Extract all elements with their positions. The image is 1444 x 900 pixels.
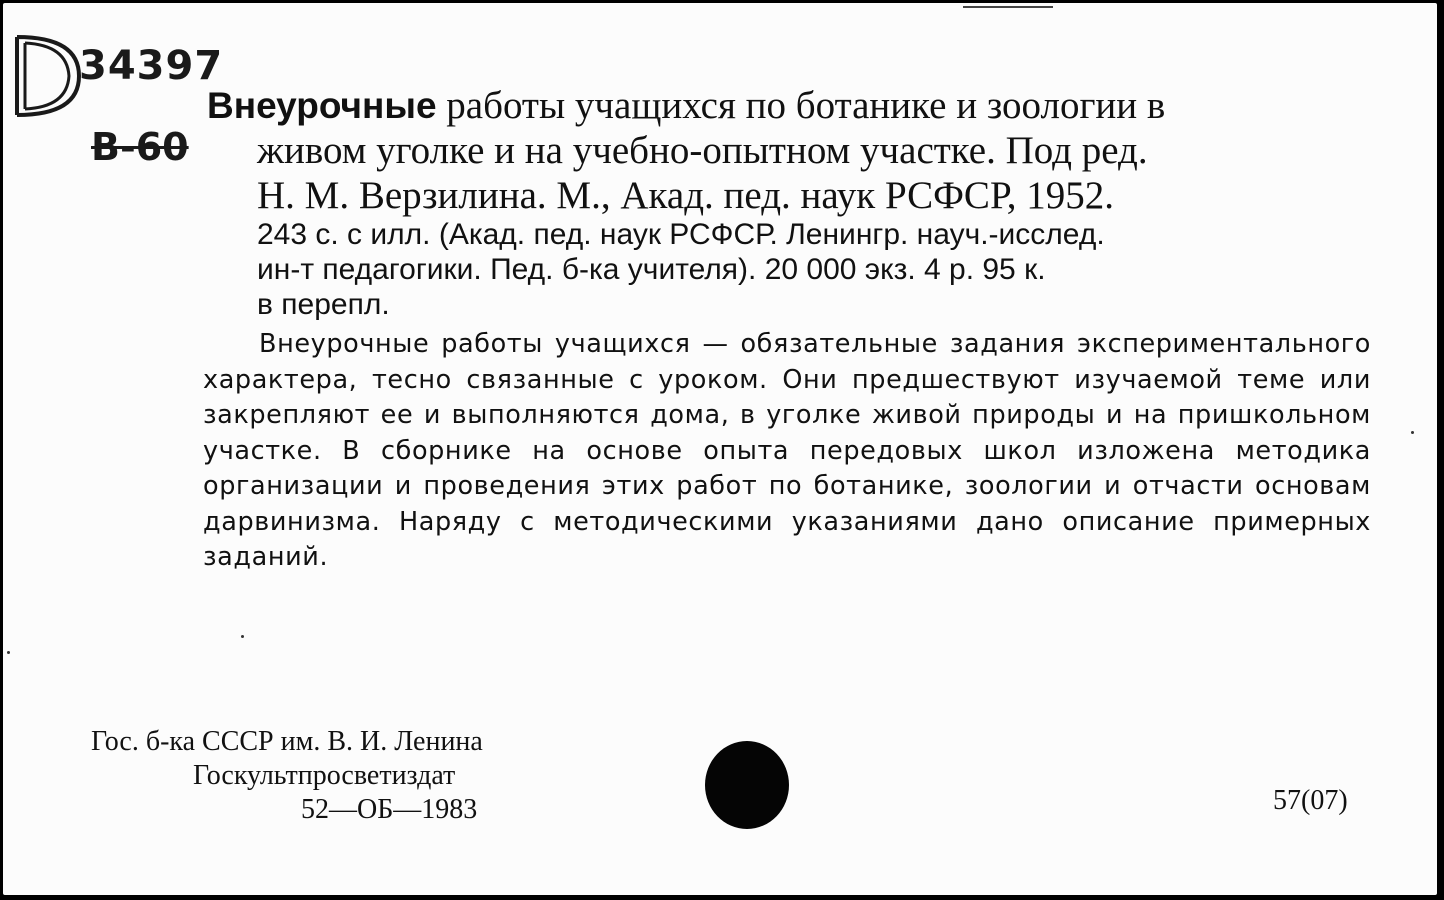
imprint-block bbox=[257, 217, 1369, 322]
shelf-mark bbox=[91, 125, 189, 169]
footer-imprint bbox=[91, 725, 483, 827]
title-continuation bbox=[257, 128, 1369, 218]
annotation-paragraph: Внеурочные работы учащихся — обязательные задания экспериментального характера, тесно связанные с уроком. Они предшествуют изучаемой теме или закрепляют ее и выполняются дома, в уголке живой природы и на пришкольном участке. В сборнике на основе опыта передовых школ изложена методика организации и проведения этих работ по ботанике, зоологии и отчасти основам дарвинизма. Наряду с методическими указаниями дано описание примерных заданий. bbox=[203, 329, 1371, 572]
title-line-1-rest: работы учащихся по ботанике и зоологии в bbox=[436, 84, 1166, 127]
classification-code: 57(07) bbox=[1273, 785, 1348, 816]
call-number: 34397 bbox=[79, 43, 224, 89]
punch-hole bbox=[705, 741, 789, 829]
dust-speck bbox=[1411, 431, 1414, 434]
title-line-1 bbox=[207, 83, 1369, 128]
title-line-2: живом уголке и на учебно-опытном участке. Под ред. bbox=[257, 129, 1148, 172]
imprint-line-2: ин-т педагогики. Пед. б-ка учителя). 20 000 экз. 4 р. 95 к. bbox=[257, 253, 1046, 286]
title-lead-word: Внеурочные bbox=[207, 85, 437, 126]
imprint-line-3: в перепл. bbox=[257, 288, 390, 321]
imprint-line-1: 243 с. с илл. (Акад. пед. наук РСФСР. Ленингр. науч.-исслед. bbox=[257, 218, 1105, 251]
scan-edge-mark bbox=[963, 6, 1053, 8]
shelf-mark-struck: В-60 bbox=[91, 125, 189, 169]
dust-speck bbox=[7, 651, 10, 654]
handwritten-d-letter bbox=[9, 31, 89, 121]
catalog-card bbox=[3, 3, 1437, 895]
footer-code: 52—ОБ—1983 bbox=[301, 794, 478, 825]
footer-publisher: Госкультпросветиздат bbox=[193, 760, 456, 791]
dust-speck bbox=[241, 635, 244, 638]
title-line-3: Н. М. Верзилина. М., Акад. пед. наук РСФСР, 1952. bbox=[257, 174, 1115, 217]
footer-library: Гос. б-ка СССР им. В. И. Ленина bbox=[91, 726, 483, 757]
